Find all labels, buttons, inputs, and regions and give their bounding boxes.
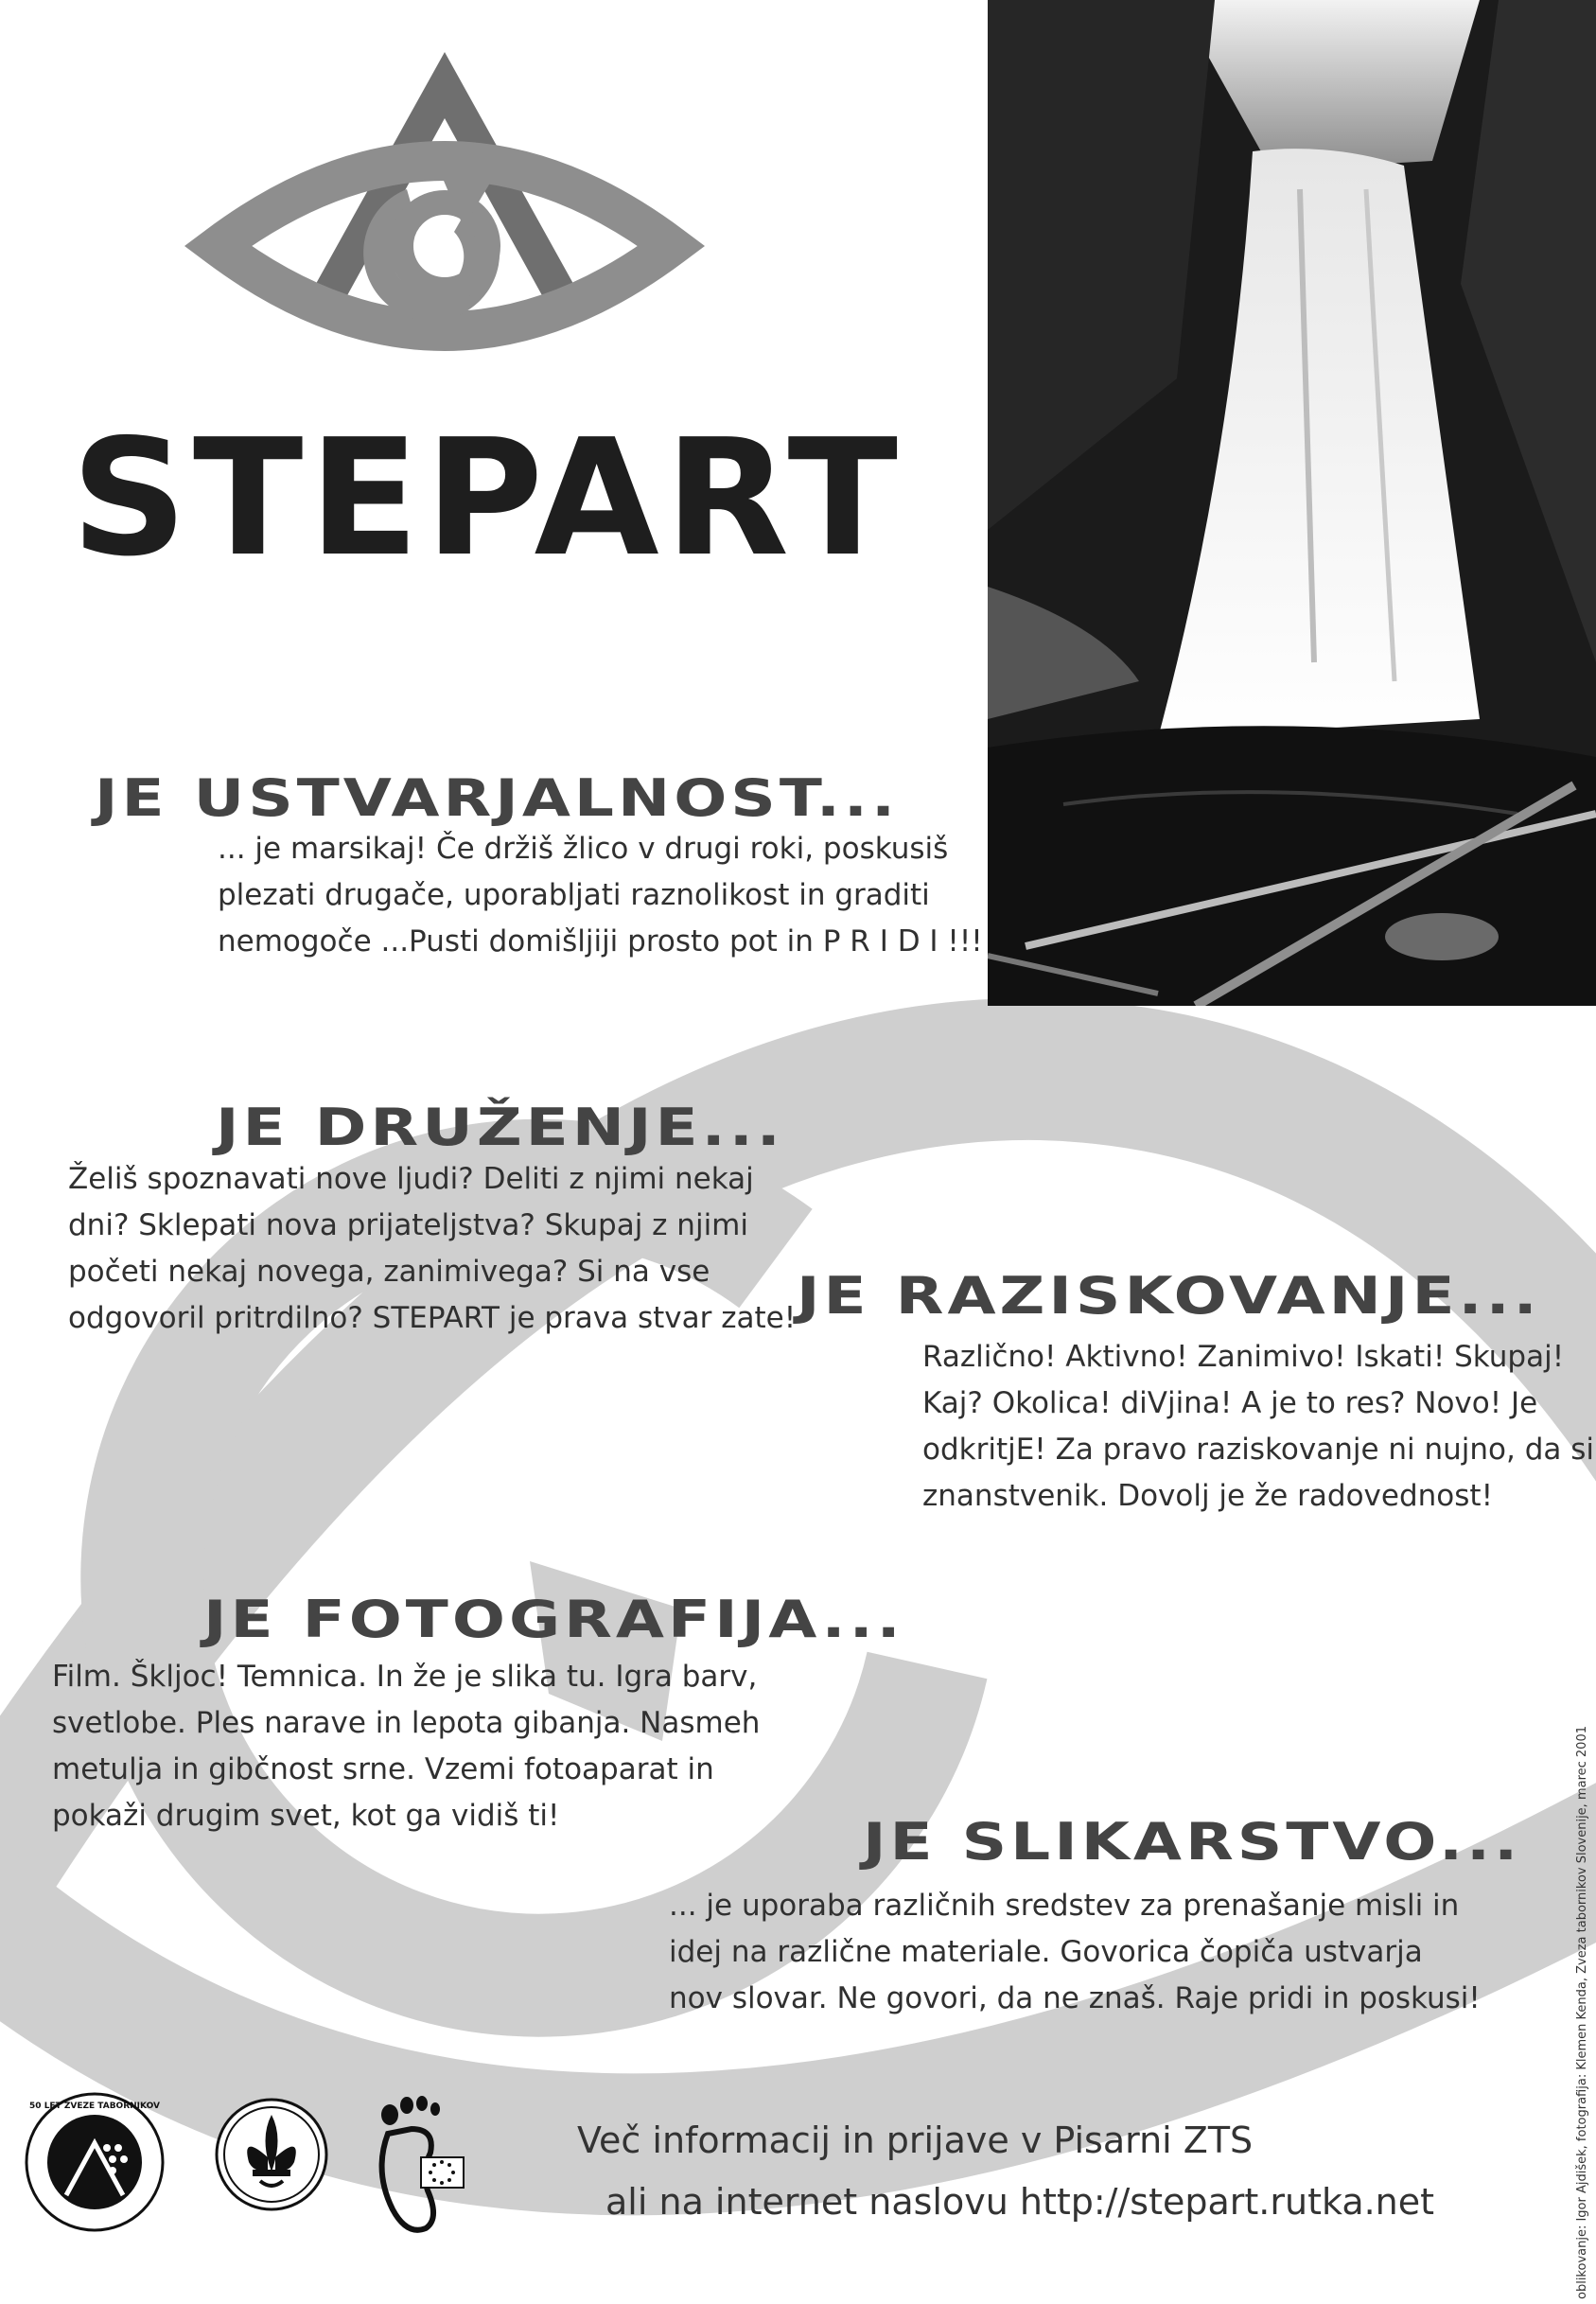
text-line: dni? Sklepati nova prijateljstva? Skupaj z njimi — [68, 1208, 748, 1242]
text-fotografija — [52, 1654, 760, 1839]
text-line: svetlobe. Ples narave in lepota gibanja. Nasmeh — [52, 1706, 761, 1740]
text-line: idej na različne materiale. Govorica čopiča ustvarja — [669, 1935, 1423, 1969]
text-line: znanstvenik. Dovolj je že radovednost! — [922, 1479, 1494, 1513]
text-line: nemogoče ...Pusti domišljiji prosto pot in P R I D I !!! — [218, 924, 983, 959]
heading-raziskovanje: JE RAZISKOVANJE... — [797, 1266, 1541, 1327]
credits-text: oblikovanje: Igor Ajdišek, fotografija: Klemen Kenda, Zveza tabornikov Slovenije, marec 2001 — [1575, 1726, 1589, 2299]
text-line: pokaži drugim svet, kot ga vidiš ti! — [52, 1799, 560, 1833]
zts-anniversary-badge-icon — [24, 2091, 166, 2233]
footer-url-line: ali na internet naslovu http://stepart.rutka.net — [605, 2181, 1435, 2223]
text-line: ... je marsikaj! Če držiš žlico v drugi roki, poskusiš — [218, 832, 949, 866]
text-line: Različno! Aktivno! Zanimivo! Iskati! Skupaj! — [922, 1340, 1565, 1374]
text-line: odgovoril pritrdilno? STEPART je prava stvar zate! — [68, 1301, 797, 1335]
text-line: ... je uporaba različnih sredstev za prenašanje misli in — [669, 1889, 1460, 1923]
text-druzenje — [68, 1156, 796, 1342]
text-raziskovanje — [922, 1334, 1594, 1520]
heading-druzenje: JE DRUŽENJE... — [216, 1098, 784, 1158]
text-line: nov slovar. Ne govori, da ne znaš. Raje pridi in poskusi! — [669, 1981, 1481, 2015]
text-line: plezati drugače, uporabljati raznolikost in graditi — [218, 878, 930, 912]
footer-info-line: Več informacij in prijave v Pisarni ZTS — [577, 2119, 1254, 2161]
text-slikarstvo — [669, 1883, 1481, 2022]
text-line: Film. Škljoc! Temnica. In že je slika tu. Igra barv, — [52, 1660, 758, 1694]
heading-ustvarjalnost: JE USTVARJALNOST... — [95, 768, 900, 829]
text-line: početi nekaj novega, zanimivega? Si na vse — [68, 1255, 710, 1289]
text-line: Želiš spoznavati nove ljudi? Deliti z njimi nekaj — [68, 1162, 754, 1196]
logo-wordmark: STEPART — [71, 405, 903, 592]
footprint-eu-icon — [369, 2086, 473, 2238]
text-line: metulja in gibčnost srne. Vzemi fotoaparat in — [52, 1752, 714, 1786]
text-line: Kaj? Okolica! diVjina! A je to res? Novo! Je — [922, 1386, 1538, 1420]
text-ustvarjalnost — [218, 826, 983, 965]
heading-fotografija: JE FOTOGRAFIJA... — [203, 1590, 904, 1650]
svg-text:50 LET ZVEZE TABORNIKOV: 50 LET ZVEZE TABORNIKOV — [29, 2102, 160, 2111]
waterfall-photo — [988, 0, 1596, 1006]
heading-slikarstvo: JE SLIKARSTVO... — [863, 1812, 1522, 1873]
scout-fleur-de-lis-icon — [213, 2096, 331, 2214]
text-line: odkritjE! Za pravo raziskovanje ni nujno, da si — [922, 1433, 1595, 1467]
stepart-logo — [57, 38, 908, 606]
